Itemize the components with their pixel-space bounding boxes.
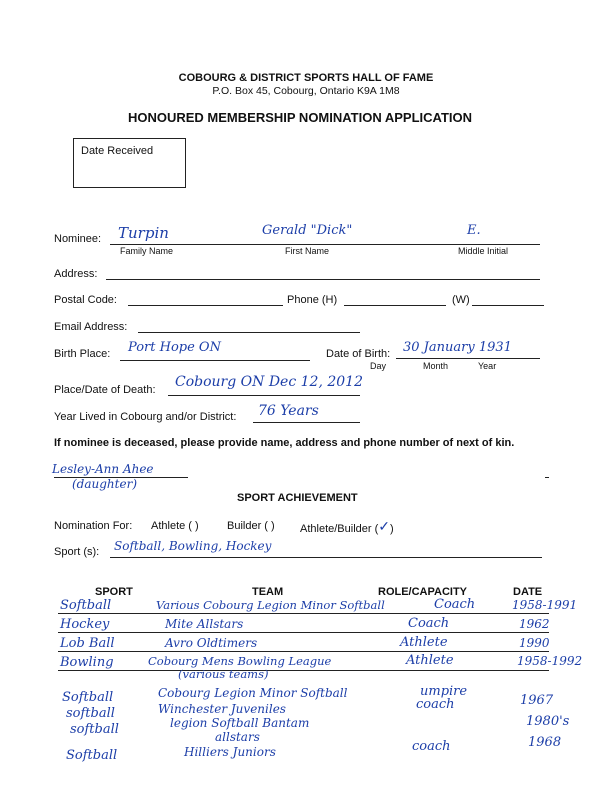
- dob-value[interactable]: 30 January 1931: [403, 340, 512, 355]
- dob-label: Date of Birth:: [326, 348, 391, 360]
- extra-team: Cobourg Legion Minor Softball: [158, 686, 348, 700]
- postal-code-label: Postal Code:: [54, 294, 117, 306]
- nominee-line: [110, 244, 540, 245]
- row-team: Cobourg Mens Bowling League: [148, 654, 332, 668]
- next-of-kin-relation[interactable]: (daughter): [72, 477, 137, 491]
- table-rule: [58, 613, 549, 614]
- row-role: Athlete: [406, 653, 454, 668]
- row-team: Avro Oldtimers: [165, 636, 258, 650]
- extra-date: 1980's: [526, 714, 570, 729]
- table-rule: [58, 670, 549, 671]
- extra-sport: Softball: [62, 690, 114, 705]
- next-of-kin-line-end: [545, 477, 549, 478]
- athlete-builder-close: ): [390, 523, 394, 535]
- col-header-team: TEAM: [252, 586, 284, 598]
- phone-home-label: Phone (H): [287, 294, 338, 306]
- email-field[interactable]: [138, 332, 360, 333]
- middle-initial-value[interactable]: E.: [467, 223, 481, 238]
- sports-line: [110, 557, 542, 558]
- row-role: Coach: [434, 597, 476, 612]
- builder-option[interactable]: Builder ( ): [227, 520, 275, 532]
- athlete-builder-option[interactable]: [300, 520, 394, 536]
- birth-place-value[interactable]: Port Hope ON: [128, 340, 221, 355]
- table-rule: [58, 651, 549, 652]
- date-received-box[interactable]: [73, 138, 186, 188]
- form-title: HONOURED MEMBERSHIP NOMINATION APPLICATION: [127, 110, 473, 125]
- email-label: Email Address:: [54, 321, 128, 333]
- year-caption: Year: [478, 361, 497, 371]
- sport-achievement-heading: SPORT ACHIEVEMENT: [237, 492, 358, 504]
- row-note: (various teams): [178, 667, 269, 681]
- birth-place-line: [120, 360, 310, 361]
- row-sport: Softball: [60, 598, 112, 613]
- middle-initial-caption: Middle Initial: [458, 246, 509, 256]
- day-caption: Day: [370, 361, 387, 371]
- next-of-kin-name[interactable]: Lesley-Ann Ahee: [52, 462, 154, 476]
- row-team: Various Cobourg Legion Minor Softball: [156, 598, 385, 612]
- col-header-role: ROLE/CAPACITY: [378, 586, 468, 598]
- extra-date: 1967: [520, 693, 554, 708]
- row-sport: Lob Ball: [60, 636, 115, 651]
- extra-team: Winchester Juveniles: [158, 702, 286, 716]
- family-name-value[interactable]: Turpin: [118, 224, 169, 242]
- row-role: Coach: [408, 616, 450, 631]
- extra-team: allstars: [215, 730, 260, 744]
- row-sport: Bowling: [60, 655, 114, 670]
- death-label: Place/Date of Death:: [54, 384, 156, 396]
- phone-work-label: (W): [452, 294, 470, 306]
- first-name-value[interactable]: Gerald "Dick": [262, 223, 353, 238]
- deceased-note: If nominee is deceased, please provide name, address and phone number of next of kin.: [54, 437, 515, 449]
- row-date: 1962: [519, 617, 550, 631]
- extra-sport: softball: [66, 706, 115, 721]
- years-lived-line: [253, 422, 360, 423]
- extra-role: coach: [412, 739, 451, 754]
- date-received-label: Date Received: [81, 145, 154, 157]
- first-name-caption: First Name: [285, 246, 330, 256]
- family-name-caption: Family Name: [120, 246, 174, 256]
- death-line: [168, 395, 360, 396]
- sports-label: Sport (s):: [54, 546, 100, 558]
- postal-code-field[interactable]: [128, 305, 283, 306]
- extra-role: umpire: [420, 684, 468, 699]
- col-header-sport: SPORT: [95, 586, 133, 598]
- birth-place-label: Birth Place:: [54, 348, 111, 360]
- address-label: Address:: [54, 268, 98, 280]
- phone-work-field[interactable]: [472, 305, 544, 306]
- extra-sport: softball: [70, 722, 119, 737]
- col-header-date: DATE: [513, 586, 543, 598]
- table-rule: [58, 632, 549, 633]
- row-date: 1958-1992: [517, 654, 583, 668]
- row-role: Athlete: [400, 635, 448, 650]
- extra-date: 1968: [528, 735, 562, 750]
- extra-team: Hilliers Juniors: [184, 745, 276, 759]
- years-lived-value[interactable]: 76 Years: [258, 403, 319, 419]
- org-address: P.O. Box 45, Cobourg, Ontario K9A 1M8: [212, 85, 400, 97]
- extra-team: legion Softball Bantam: [170, 716, 310, 730]
- years-lived-label: Year Lived in Cobourg and/or District:: [54, 411, 237, 423]
- row-date: 1958-1991: [512, 598, 578, 612]
- nomination-for-label: Nomination For:: [54, 520, 133, 532]
- athlete-option[interactable]: Athlete ( ): [151, 520, 199, 532]
- death-value[interactable]: Cobourg ON Dec 12, 2012: [175, 374, 363, 390]
- address-field[interactable]: [106, 279, 540, 280]
- month-caption: Month: [423, 361, 449, 371]
- row-sport: Hockey: [60, 617, 110, 632]
- row-date: 1990: [519, 636, 550, 650]
- nominee-label: Nominee:: [54, 233, 102, 245]
- extra-sport: Softball: [66, 748, 118, 763]
- sports-value[interactable]: Softball, Bowling, Hockey: [114, 539, 272, 553]
- check-mark-icon: ✓: [378, 519, 390, 535]
- extra-role: coach: [416, 697, 455, 712]
- org-name: COBOURG & DISTRICT SPORTS HALL OF FAME: [178, 72, 434, 84]
- row-team: Mite Allstars: [165, 617, 244, 631]
- phone-home-field[interactable]: [344, 305, 446, 306]
- dob-line: [396, 358, 540, 359]
- athlete-builder-label: Athlete/Builder (: [300, 523, 379, 535]
